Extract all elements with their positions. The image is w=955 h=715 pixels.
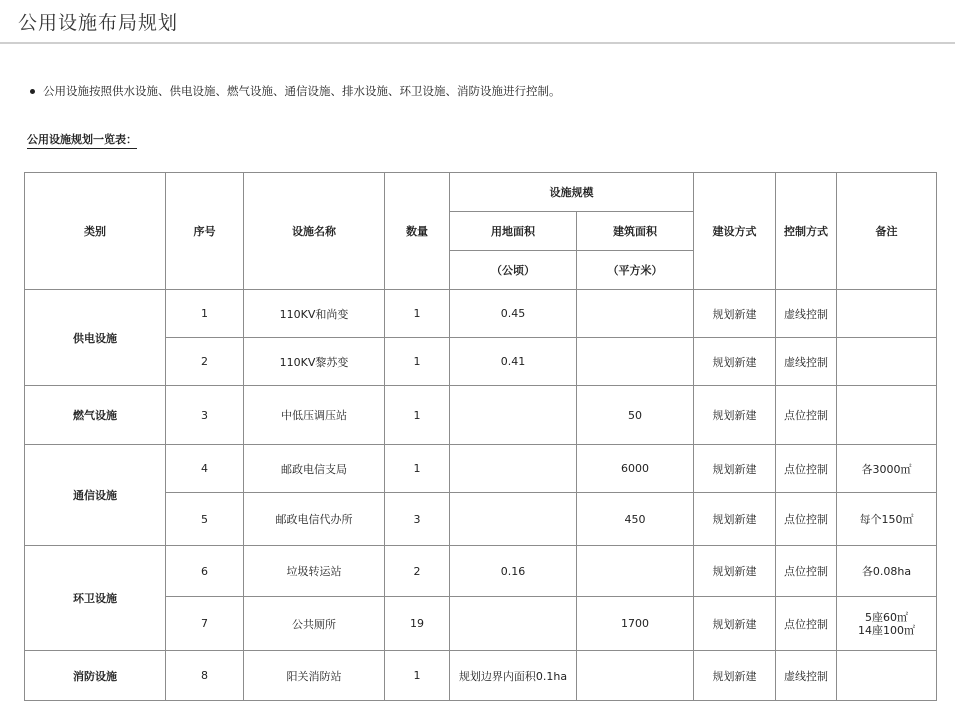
name-cell: 阳关消防站 xyxy=(244,651,385,701)
build-mode-cell: 规划新建 xyxy=(694,546,776,597)
name-cell: 邮政电信支局 xyxy=(244,445,385,493)
land-area-cell: 0.41 xyxy=(450,338,577,386)
remark-cell xyxy=(837,290,937,338)
seq-cell: 3 xyxy=(166,386,244,445)
quantity-cell: 1 xyxy=(385,290,450,338)
header-land-area-unit: （公顷） xyxy=(450,251,577,290)
control-mode-cell: 虚线控制 xyxy=(776,290,837,338)
land-area-cell xyxy=(450,493,577,546)
intro-text: 公用设施按照供水设施、供电设施、燃气设施、通信设施、排水设施、环卫设施、消防设施进行控制。 xyxy=(43,84,561,98)
remark-cell: 每个150㎡ xyxy=(837,493,937,546)
quantity-cell: 1 xyxy=(385,338,450,386)
name-cell: 110KV黎苏变 xyxy=(244,338,385,386)
page-title: 公用设施布局规划 xyxy=(18,12,179,34)
name-cell: 中低压调压站 xyxy=(244,386,385,445)
control-mode-cell: 点位控制 xyxy=(776,597,837,651)
land-area-cell xyxy=(450,445,577,493)
control-mode-cell: 点位控制 xyxy=(776,386,837,445)
building-area-cell xyxy=(577,651,694,701)
build-mode-cell: 规划新建 xyxy=(694,338,776,386)
seq-cell: 6 xyxy=(166,546,244,597)
category-cell: 通信设施 xyxy=(25,445,166,546)
building-area-cell: 1700 xyxy=(577,597,694,651)
seq-cell: 8 xyxy=(166,651,244,701)
name-cell: 公共厕所 xyxy=(244,597,385,651)
remark-cell xyxy=(837,386,937,445)
build-mode-cell: 规划新建 xyxy=(694,445,776,493)
header-quantity: 数量 xyxy=(385,173,450,290)
control-mode-cell: 虚线控制 xyxy=(776,651,837,701)
table-row xyxy=(25,445,937,493)
build-mode-cell: 规划新建 xyxy=(694,597,776,651)
header-building-area: 建筑面积 xyxy=(577,212,694,251)
table-row xyxy=(25,290,937,338)
header-control-mode: 控制方式 xyxy=(776,173,837,290)
seq-cell: 5 xyxy=(166,493,244,546)
control-mode-cell: 点位控制 xyxy=(776,445,837,493)
table-row xyxy=(25,386,937,445)
bullet-dot-icon xyxy=(30,89,35,94)
control-mode-cell: 点位控制 xyxy=(776,493,837,546)
name-cell: 110KV和尚变 xyxy=(244,290,385,338)
seq-cell: 1 xyxy=(166,290,244,338)
remark-cell: 5座60㎡ 14座100㎡ xyxy=(837,597,937,651)
remark-cell: 各0.08ha xyxy=(837,546,937,597)
quantity-cell: 3 xyxy=(385,493,450,546)
seq-cell: 7 xyxy=(166,597,244,651)
building-area-cell: 450 xyxy=(577,493,694,546)
category-cell: 供电设施 xyxy=(25,290,166,386)
quantity-cell: 1 xyxy=(385,445,450,493)
remark-cell: 各3000㎡ xyxy=(837,445,937,493)
header-scale-group: 设施规模 xyxy=(450,173,694,212)
land-area-cell: 规划边界内面积0.1ha xyxy=(450,651,577,701)
build-mode-cell: 规划新建 xyxy=(694,651,776,701)
quantity-cell: 2 xyxy=(385,546,450,597)
category-cell: 消防设施 xyxy=(25,651,166,701)
table-row xyxy=(25,546,937,597)
building-area-cell: 6000 xyxy=(577,445,694,493)
building-area-cell xyxy=(577,338,694,386)
land-area-cell: 0.16 xyxy=(450,546,577,597)
building-area-cell xyxy=(577,546,694,597)
remark-cell xyxy=(837,651,937,701)
land-area-cell xyxy=(450,386,577,445)
header-seq: 序号 xyxy=(166,173,244,290)
seq-cell: 2 xyxy=(166,338,244,386)
header-name: 设施名称 xyxy=(244,173,385,290)
table-row xyxy=(25,651,937,701)
intro-bullet xyxy=(30,83,561,99)
build-mode-cell: 规划新建 xyxy=(694,290,776,338)
header-building-area-unit: （平方米） xyxy=(577,251,694,290)
header-remark: 备注 xyxy=(837,173,937,290)
header-build-mode: 建设方式 xyxy=(694,173,776,290)
seq-cell: 4 xyxy=(166,445,244,493)
land-area-cell: 0.45 xyxy=(450,290,577,338)
table-caption: 公用设施规划一览表： xyxy=(27,131,137,149)
build-mode-cell: 规划新建 xyxy=(694,493,776,546)
facilities-table xyxy=(24,172,937,701)
building-area-cell: 50 xyxy=(577,386,694,445)
header-category: 类别 xyxy=(25,173,166,290)
quantity-cell: 1 xyxy=(385,651,450,701)
build-mode-cell: 规划新建 xyxy=(694,386,776,445)
name-cell: 垃圾转运站 xyxy=(244,546,385,597)
category-cell: 环卫设施 xyxy=(25,546,166,651)
land-area-cell xyxy=(450,597,577,651)
control-mode-cell: 虚线控制 xyxy=(776,338,837,386)
header-land-area: 用地面积 xyxy=(450,212,577,251)
building-area-cell xyxy=(577,290,694,338)
quantity-cell: 1 xyxy=(385,386,450,445)
remark-cell xyxy=(837,338,937,386)
title-divider xyxy=(0,42,955,44)
control-mode-cell: 点位控制 xyxy=(776,546,837,597)
quantity-cell: 19 xyxy=(385,597,450,651)
category-cell: 燃气设施 xyxy=(25,386,166,445)
name-cell: 邮政电信代办所 xyxy=(244,493,385,546)
